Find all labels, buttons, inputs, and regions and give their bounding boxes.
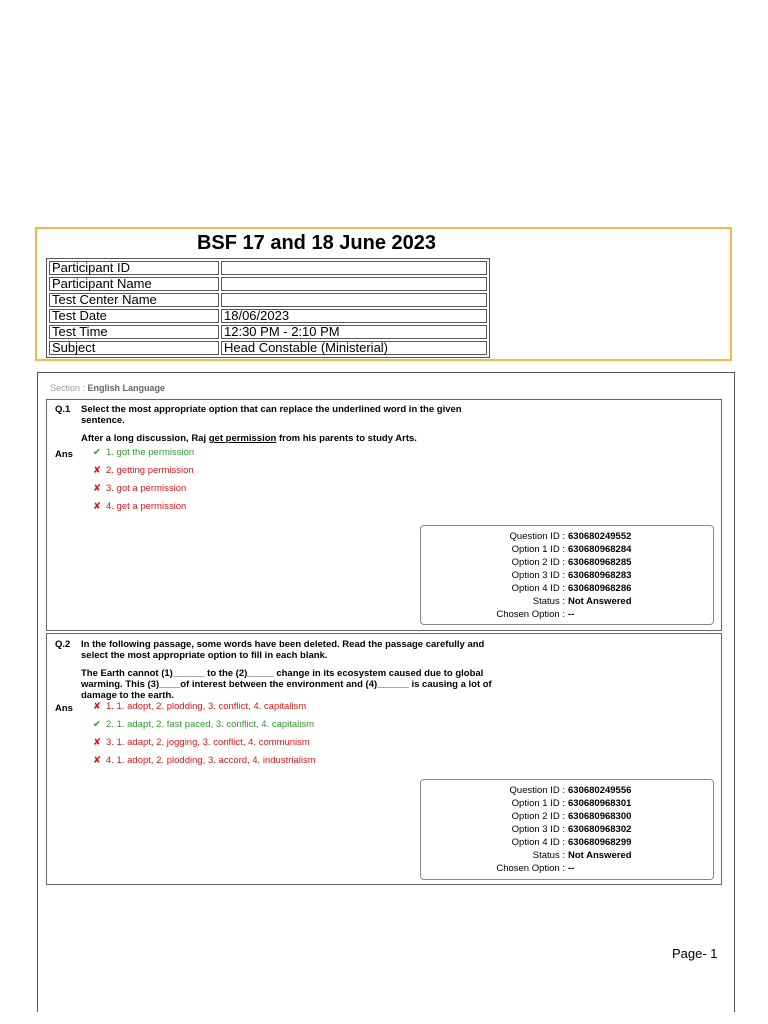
option-4: ✘ 4. get a permission [90, 501, 186, 513]
meta-row: Option 3 ID : 630680968302 [511, 824, 632, 835]
option-2: ✘ 2. getting permission [90, 465, 194, 477]
table-row [49, 309, 487, 323]
answer-label: Ans [55, 449, 73, 460]
info-label: Test Time [49, 325, 219, 339]
table-row [49, 261, 487, 275]
question-text [81, 639, 521, 661]
info-label: Participant ID [49, 261, 219, 275]
cross-icon: ✘ [93, 501, 101, 512]
checkmark-icon: ✔ [93, 719, 101, 730]
question-text [81, 404, 506, 426]
question-line: Select the most appropriate option that can replace the underlined word in the given [81, 404, 462, 415]
table-row [49, 293, 487, 307]
passage-line: The Earth cannot (1)______ to the (2)_____ change in its ecosystem caused due to global [81, 668, 484, 679]
info-value [221, 261, 487, 275]
table-row [49, 325, 487, 339]
document-title: BSF 17 and 18 June 2023 [196, 232, 436, 254]
table-row [49, 341, 487, 355]
passage-line: damage to the earth. [81, 690, 174, 701]
cross-icon: ✘ [93, 701, 101, 712]
cross-icon: ✘ [93, 465, 101, 476]
meta-row: Option 4 ID : 630680968299 [511, 837, 632, 848]
question-number: Q.2 [55, 639, 71, 650]
passage-line: warming. This (3)____of interest between the environment and (4)______ is causing a lot of [81, 679, 492, 690]
meta-row: Chosen Option : -- [496, 863, 575, 874]
option-3: ✘ 3. 1. adapt, 2. jogging, 3. conflict, 4. communism [90, 737, 310, 749]
cross-icon: ✘ [93, 755, 101, 766]
question-sentence: After a long discussion, Raj get permission from his parents to study Arts. [81, 433, 417, 444]
info-label: Subject [49, 341, 219, 355]
meta-row: Option 2 ID : 630680968300 [511, 811, 632, 822]
question-line: select the most appropriate option to fill in each blank. [81, 650, 328, 661]
question-line: In the following passage, some words have been deleted. Read the passage carefully and [81, 639, 485, 650]
meta-row: Question ID : 630680249556 [509, 785, 632, 796]
option-4: ✘ 4. 1. adopt, 2. plodding, 3. accord, 4. industrialism [90, 755, 316, 767]
option-1: ✔ 1. got the permission [90, 447, 194, 459]
info-value: 12:30 PM - 2:10 PM [221, 325, 487, 339]
meta-row: Option 1 ID : 630680968284 [511, 544, 632, 555]
checkmark-icon: ✔ [93, 447, 101, 458]
meta-row: Status : Not Answered [532, 850, 632, 861]
question-passage [81, 668, 521, 701]
question-number: Q.1 [55, 404, 71, 415]
info-label: Participant Name [49, 277, 219, 291]
info-label: Test Date [49, 309, 219, 323]
meta-row: Option 2 ID : 630680968285 [511, 557, 632, 568]
cross-icon: ✘ [93, 737, 101, 748]
info-value [221, 277, 487, 291]
meta-row: Chosen Option : -- [496, 609, 575, 620]
question-line: sentence. [81, 415, 125, 426]
info-value [221, 293, 487, 307]
underlined-phrase: get permission [208, 433, 277, 444]
participant-info-table [46, 258, 490, 358]
page-number: Page- 1 [672, 946, 718, 961]
meta-row: Status : Not Answered [532, 596, 632, 607]
option-3: ✘ 3. got a permission [90, 483, 186, 495]
table-row [49, 277, 487, 291]
option-1: ✘ 1. 1. adopt, 2. plodding, 3. conflict, 4. capitalism [90, 701, 306, 713]
meta-row: Option 3 ID : 630680968283 [511, 570, 632, 581]
meta-row: Option 4 ID : 630680968286 [511, 583, 632, 594]
answer-label: Ans [55, 703, 73, 714]
info-label: Test Center Name [49, 293, 219, 307]
section-label: Section : English Language [50, 383, 166, 393]
meta-row: Option 1 ID : 630680968301 [511, 798, 632, 809]
meta-row: Question ID : 630680249552 [509, 531, 632, 542]
info-value: 18/06/2023 [221, 309, 487, 323]
info-value: Head Constable (Ministerial) [221, 341, 487, 355]
cross-icon: ✘ [93, 483, 101, 494]
option-2: ✔ 2. 1. adapt, 2. fast paced, 3. conflict, 4. capitalism [90, 719, 314, 731]
